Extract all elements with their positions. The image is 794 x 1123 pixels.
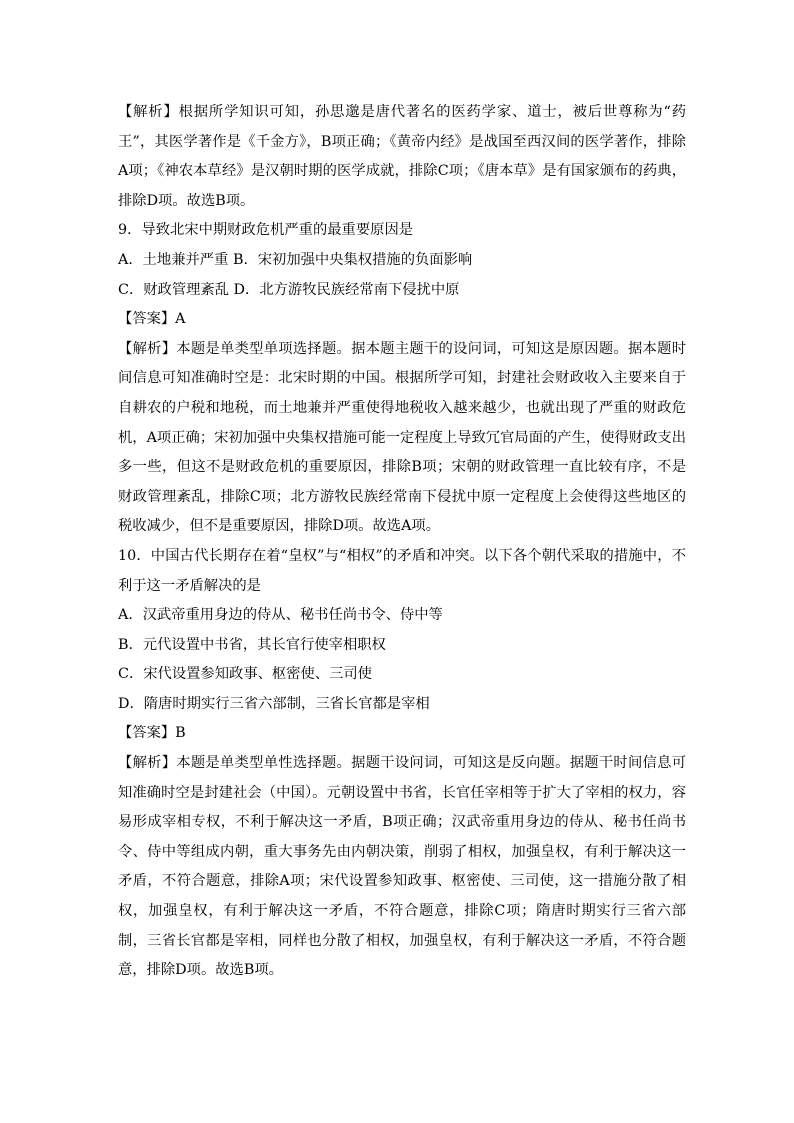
analysis-text: 【解析】本题是单类型单性选择题。据题干设问词，可知这是反向题。据题干时间信息可知准确时空是封建社会（中国）。元朝设置中书省，长官任宰相等于扩大了宰相的权力，容易形成宰相专权，不利于解决这一矛盾，B项正确；汉武帝重用身边的侍从、秘书任尚书令、侍中等组成内朝，重大事务先由内朝决策，削弱了相权，加强皇权，有利于解决这一矛盾，不符合题意，排除A项；宋代设置参知政事、枢密使、三司使，这一措施分散了相权，加强皇权，有利于解决这一矛盾，不符合题意，排除C项；隋唐时期实行三省六部制，三省长官都是宰相，同样也分散了相权，加强皇权，有利于解决这一矛盾，不符合题意，排除D项。故选B项。 xyxy=(118,755,686,979)
option-line: A．土地兼并严重 B．宋初加强中央集权措施的负面影响 xyxy=(118,251,473,268)
option-line: C．宋代设置参知政事、枢密使、三司使 xyxy=(118,666,372,683)
analysis-text: 【解析】根据所学知识可知，孙思邈是唐代著名的医药学家、道士，被后世尊称为“药王”，其医学著作是《千金方》，B项正确；《黄帝内经》是战国至西汉间的医学著作，排除A项；《神农本草经》是汉朝时期的医学成就，排除C项；《唐本草》是有国家颁布的药典，排除D项。故选B项。 xyxy=(118,104,686,209)
question-text: 9．导致北宋中期财政危机严重的最重要原因是 xyxy=(118,222,414,239)
option-line: B．元代设置中书省，其长官行使宰相职权 xyxy=(118,636,386,653)
option-line: A．汉武帝重用身边的侍从、秘书任尚书令、侍中等 xyxy=(118,607,443,624)
page-content xyxy=(118,98,686,986)
analysis-text: 【解析】本题是单类型单项选择题。据本题主题干的设问词，可知这是原因题。据本题时间信息可知准确时空是：北宋时期的中国。根据所学可知，封建社会财政收入主要来自于自耕农的户税和地税，而土地兼并严重使得地税收入越来越少，也就出现了严重的财政危机，A项正确；宋初加强中央集权措施可能一定程度上导致冗官局面的产生，使得财政支出多一些，但这不是财政危机的重要原因，排除B项；宋朝的财政管理一直比较有序，不是财政管理紊乱，排除C项；北方游牧民族经常南下侵扰中原一定程度上会使得这些地区的税收减少，但不是重要原因，排除D项。故选A项。 xyxy=(118,340,686,535)
answer-text: 【答案】B xyxy=(118,725,186,742)
option-line: D．隋唐时期实行三省六部制，三省长官都是宰相 xyxy=(118,695,430,712)
question-text: 10．中国古代长期存在着“皇权”与“相权”的矛盾和冲突。以下各个朝代采取的措施中，不利于这一矛盾解决的是 xyxy=(118,547,686,594)
option-line: C．财政管理紊乱 D．北方游牧民族经常南下侵扰中原 xyxy=(118,281,460,298)
answer-text: 【答案】A xyxy=(118,311,186,328)
